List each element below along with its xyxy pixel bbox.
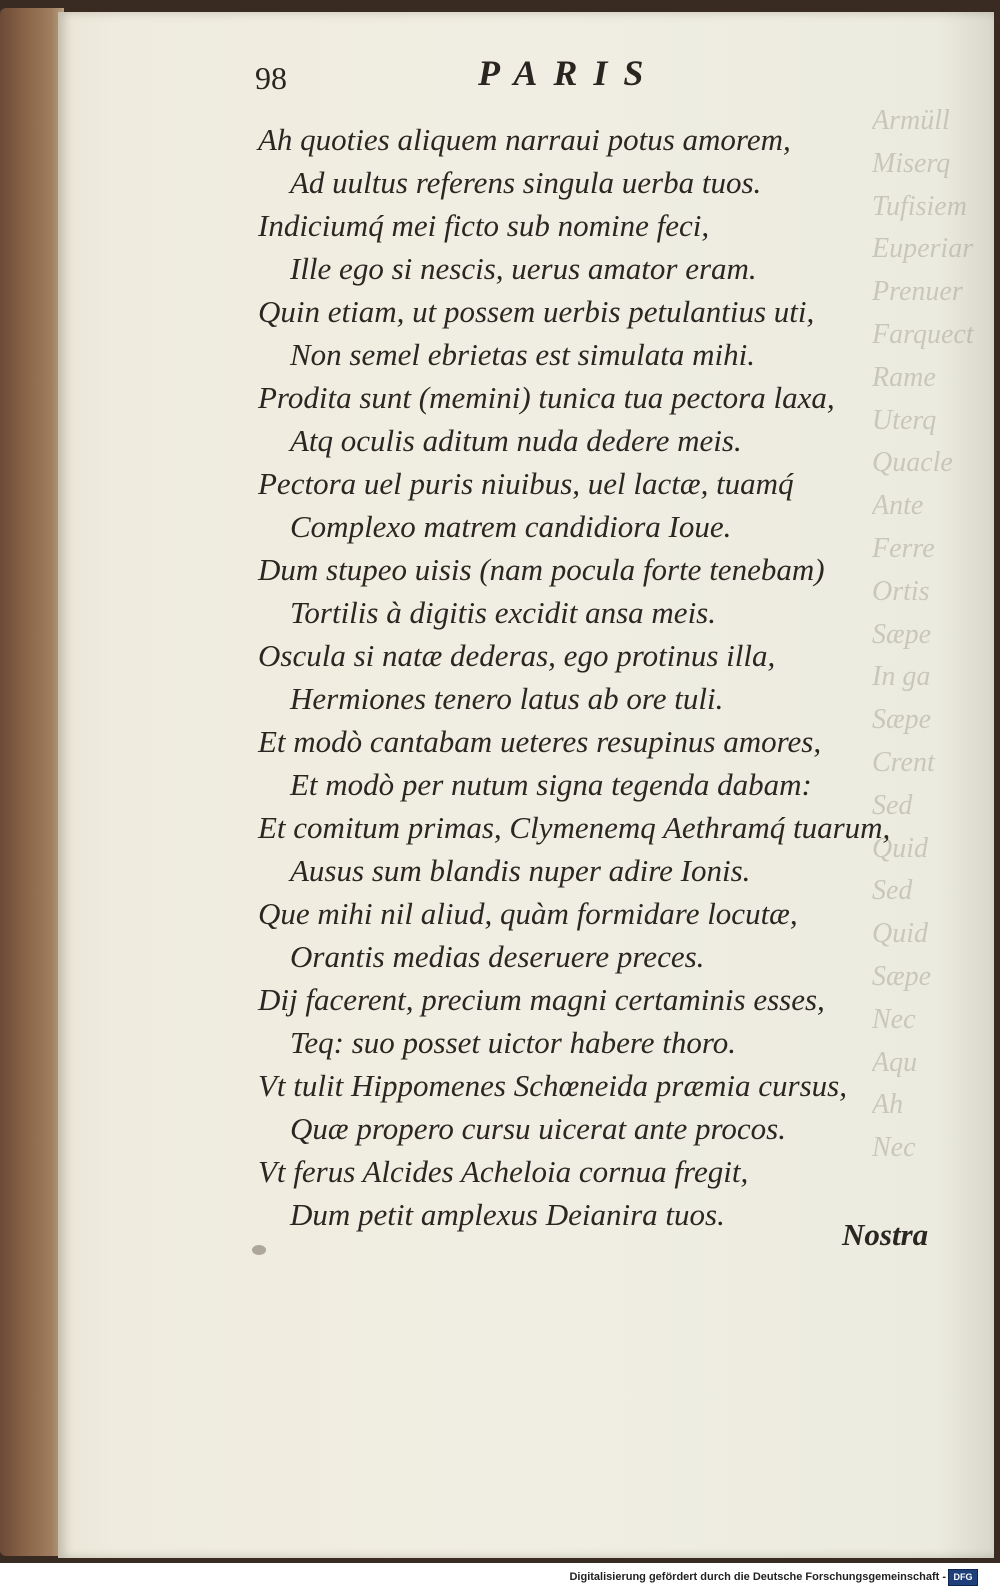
verse-list bbox=[258, 118, 958, 1236]
verse-line: Vt tulit Hippomenes Schœneida præmia cursus, bbox=[258, 1068, 847, 1103]
verse-line: Prodita sunt (memini) tunica tua pectora laxa, bbox=[258, 380, 835, 415]
verse-line: Ah quoties aliquem narraui potus amorem, bbox=[258, 122, 791, 157]
verse-line: Dum petit amplexus Deianira tuos. bbox=[290, 1197, 725, 1232]
footer-credit: Digitalisierung gefördert durch die Deutsche Forschungsgemeinschaft - bbox=[569, 1571, 946, 1583]
verse-line: Dum stupeo uisis (nam pocula forte tenebam) bbox=[258, 552, 825, 587]
verse-line: Et modò per nutum signa tegenda dabam: bbox=[290, 767, 812, 802]
verse-line: Quæ propero cursu uicerat ante procos. bbox=[290, 1111, 786, 1146]
verse-line: Tortilis à digitis excidit ansa meis. bbox=[290, 595, 716, 630]
verse-line: Quin etiam, ut possem uerbis petulantius uti, bbox=[258, 294, 815, 329]
verse-line: Complexo matrem candidiora Ioue. bbox=[290, 509, 732, 544]
verse-line: Ad uultus referens singula uerba tuos. bbox=[290, 165, 762, 200]
book-cover-edge bbox=[0, 8, 64, 1556]
verse-line: Non semel ebrietas est simulata mihi. bbox=[290, 337, 755, 372]
verse-line: Ausus sum blandis nuper adire Ionis. bbox=[290, 853, 751, 888]
verse-line: Orantis medias deseruere preces. bbox=[290, 939, 705, 974]
verse-line: Vt ferus Alcides Acheloia cornua fregit, bbox=[258, 1154, 749, 1189]
verse-line: Oscula si natæ dederas, ego protinus illa, bbox=[258, 638, 776, 673]
page-number: 98 bbox=[255, 60, 287, 96]
verse-line: Pectora uel puris niuibus, uel lactæ, tuamq́ bbox=[258, 466, 794, 501]
verse-line: Hermiones tenero latus ab ore tuli. bbox=[290, 681, 724, 716]
ink-smudge bbox=[252, 1245, 266, 1255]
verse-line: Et comitum primas, Clymenemq Aethramq́ tuarum, bbox=[258, 810, 891, 845]
verse-line: Ille ego si nescis, uerus amator eram. bbox=[290, 251, 757, 286]
dfg-logo: DFG bbox=[948, 1569, 978, 1586]
verse-line: Et modò cantabam ueteres resupinus amores, bbox=[258, 724, 822, 759]
catchword: Nostra bbox=[842, 1217, 929, 1252]
verse-line: Teq: suo posset uictor habere thoro. bbox=[290, 1025, 737, 1060]
verse-line: Atq oculis aditum nuda dedere meis. bbox=[290, 423, 742, 458]
verse-line: Indiciumq́ mei ficto sub nomine feci, bbox=[258, 208, 710, 243]
running-head: PARIS bbox=[478, 53, 660, 93]
verse-line: Que mihi nil aliud, quàm formidare locutæ, bbox=[258, 896, 798, 931]
bleed-through-text: Armüll Miserq Tufisiem Euperiar Prenuer Farquect Rame Uterq Quacle Ante Ferre Ortis Sæpe In ga Sæpe Crent Sed Quid Sed Quid Sæpe Nec Aqu Ah Nec bbox=[872, 105, 974, 1164]
verse-line: Dij facerent, precium magni certaminis esses, bbox=[258, 982, 825, 1017]
